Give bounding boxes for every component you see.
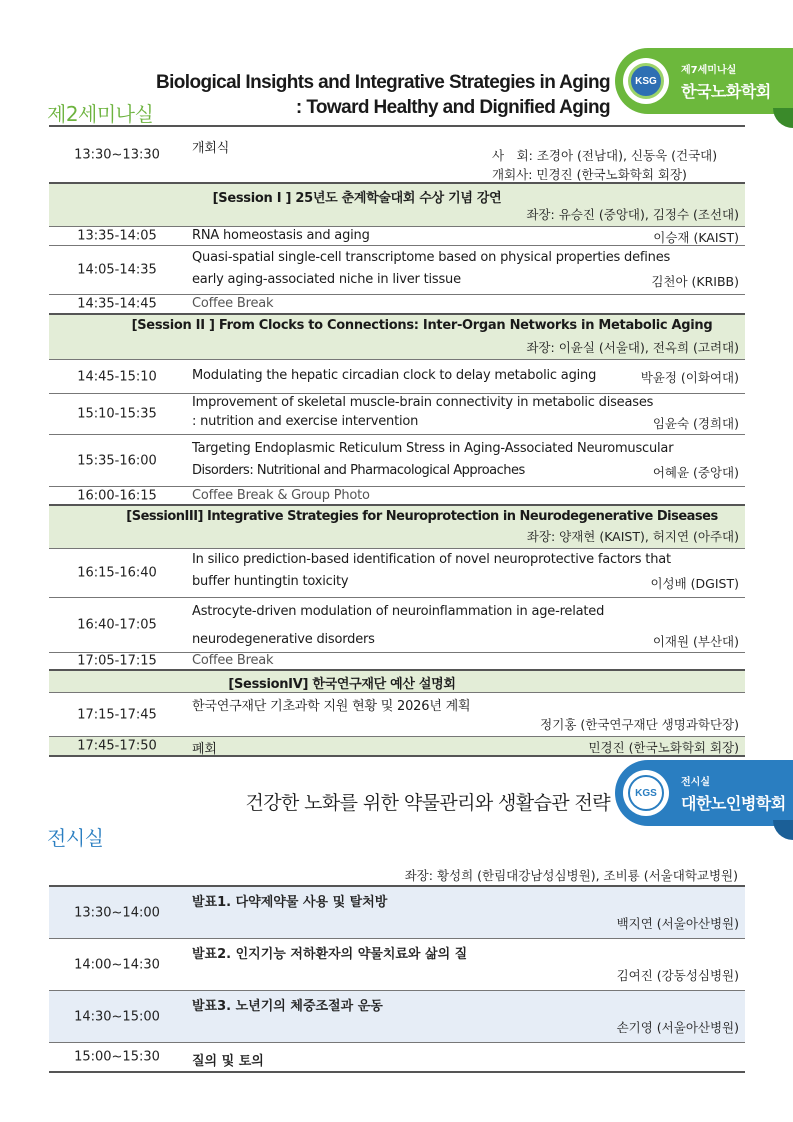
seminar2-schedule [49, 885, 745, 1073]
talk-speaker: 정기홍 (한국연구재단 생명과학단장) [540, 717, 739, 732]
talk-speaker: 어혜윤 (중앙대) [652, 465, 739, 480]
row-time: 16:00-16:15 [77, 488, 157, 503]
talk-title: 발표3. 노년기의 체중조절과 운동 [192, 999, 383, 1014]
row-time: 13:35-14:05 [77, 228, 157, 244]
talk-speaker: 이재원 (부산대) [652, 634, 739, 649]
row-time: 15:10-15:35 [77, 406, 157, 422]
seminar1-tab-main: 한국노화학회 [681, 81, 771, 101]
row-time: 16:15-16:40 [77, 565, 157, 581]
seminar1-title [156, 70, 610, 120]
talk-title: 한국연구재단 기초과학 지원 현황 및 2026년 계획 [192, 699, 471, 714]
table-row [49, 939, 745, 991]
talk-title-line2: Disorders: Nutritional and Pharmacological Approaches [192, 463, 525, 478]
talk-title: Improvement of skeletal muscle-brain connectivity in metabolic diseases [192, 395, 654, 410]
talk-title-line2: : nutrition and exercise intervention [192, 414, 419, 429]
session-title: [SessionIV] 한국연구재단 예산 설명회 [228, 677, 456, 692]
seminar2-room: 전시실 [47, 826, 104, 850]
row-time: 17:05-17:15 [77, 653, 157, 669]
table-row [49, 394, 745, 435]
row-time: 13:30~14:00 [74, 905, 160, 920]
seminar2-tab-sub: 전시실 [681, 776, 710, 788]
table-row [49, 487, 745, 506]
opening-host: 사 회: 조경아 (전남대), 신동욱 (건국대) [492, 148, 718, 163]
row-time: 17:15-17:45 [77, 707, 157, 722]
talk-title: RNA homeostasis and aging [192, 228, 370, 243]
session-chair: 좌장: 양재현 (KAIST), 허지연 (아주대) [526, 529, 739, 544]
table-row [49, 227, 745, 246]
row-time: 14:45-15:10 [77, 369, 157, 384]
session-header [49, 506, 745, 549]
session-title: [Session I ] 25년도 춘계학술대회 수상 기념 강연 [212, 191, 502, 206]
talk-title: Targeting Endoplasmic Reticulum Stress in Aging-Associated Neuromuscular [192, 441, 674, 456]
talk-title: 질의 및 토의 [192, 1054, 264, 1069]
table-row [49, 295, 745, 315]
talk-title: Astrocyte-driven modulation of neuroinflammation in age-related [192, 604, 605, 619]
closing-title: 폐회 [192, 742, 217, 757]
talk-title: 발표2. 인지기능 저하환자의 약물치료와 삶의 질 [192, 947, 468, 962]
table-row [49, 737, 745, 757]
table-row [49, 598, 745, 653]
talk-speaker: 백지연 (서울아산병원) [616, 916, 739, 931]
table-row [49, 887, 745, 939]
talk-title: In silico prediction-based identification of novel neuroprotective factors that [192, 552, 671, 567]
table-row [49, 127, 745, 184]
talk-speaker: 김천아 (KRIBB) [651, 274, 739, 289]
row-time: 14:05-14:35 [77, 262, 157, 278]
row-time: 14:30~15:00 [74, 1009, 160, 1024]
row-time: 14:00~14:30 [74, 957, 160, 972]
talk-speaker: 이승재 (KAIST) [653, 230, 739, 245]
kgs-logo-icon: KGS [623, 770, 669, 816]
row-title: 개회식 [192, 141, 230, 156]
seminar1-title-line2: : Toward Healthy and Dignified Aging [295, 97, 610, 118]
row-time: 15:35-16:00 [77, 453, 157, 468]
talk-speaker: 박윤정 (이화여대) [640, 370, 739, 385]
table-row [49, 1043, 745, 1073]
row-time: 14:35-14:45 [77, 296, 157, 312]
ksg-logo-icon: KSG [623, 58, 669, 104]
seminar1-schedule [49, 125, 745, 757]
talk-title: Modulating the hepatic circadian clock to delay metabolic aging [192, 368, 597, 383]
opening-speech: 개회사: 민경진 (한국노화학회 회장) [492, 167, 687, 182]
seminar1-room: 제2세미나실 [47, 102, 154, 126]
break-title: Coffee Break [192, 653, 274, 668]
seminar2-title: 건강한 노화를 위한 약물관리와 생활습관 전략 [245, 792, 610, 814]
talk-speaker: 이성배 (DGIST) [650, 576, 739, 591]
seminar1-tab-sub: 제7세미나실 [681, 64, 737, 76]
table-row [49, 360, 745, 394]
seminar1-tab [615, 48, 793, 114]
table-row [49, 653, 745, 671]
seminar2-tab-main: 대한노인병학회 [681, 793, 786, 813]
talk-title-line2: neurodegenerative disorders [192, 632, 375, 647]
session-header [49, 315, 745, 360]
session-chair: 좌장: 이윤실 (서울대), 전옥희 (고려대) [526, 340, 739, 355]
row-time: 16:40-17:05 [77, 617, 157, 633]
table-row [49, 246, 745, 295]
row-time: 15:00~15:30 [74, 1049, 160, 1065]
session-title: [Session II ] From Clocks to Connections: Inter-Organ Networks in Metabolic Aging [131, 318, 713, 333]
session-title: [SessionIII] Integrative Strategies for Neuroprotection in Neurodegenerative Diseases [126, 509, 718, 524]
talk-speaker: 김여진 (강동성심병원) [616, 968, 739, 983]
talk-title-line2: early aging-associated niche in liver tissue [192, 272, 461, 287]
session-header [49, 184, 745, 227]
seminar2-chair: 좌장: 황성희 (한림대강남성심병원), 조비룡 (서울대학교병원) [404, 868, 738, 883]
table-row [49, 693, 745, 737]
closing-speaker: 민경진 (한국노화학회 회장) [588, 740, 739, 755]
session-chair: 좌장: 유승진 (중앙대), 김정수 (조선대) [526, 207, 739, 222]
talk-title: 발표1. 다약제약물 사용 및 탈처방 [192, 895, 388, 910]
talk-speaker: 임윤숙 (경희대) [652, 416, 739, 431]
table-row [49, 549, 745, 598]
session-header [49, 671, 745, 693]
table-row [49, 435, 745, 487]
talk-title: Quasi-spatial single-cell transcriptome based on physical properties defines [192, 250, 671, 265]
seminar2-tab [615, 760, 793, 826]
break-title: Coffee Break & Group Photo [192, 488, 370, 503]
table-row [49, 991, 745, 1043]
talk-speaker: 손기영 (서울아산병원) [616, 1020, 739, 1035]
talk-title-line2: buffer huntingtin toxicity [192, 574, 349, 589]
break-title: Coffee Break [192, 296, 274, 311]
row-time: 17:45-17:50 [77, 738, 157, 754]
seminar1-title-line1: Biological Insights and Integrative Strategies in Aging [155, 72, 610, 93]
row-time: 13:30~13:30 [74, 147, 160, 162]
